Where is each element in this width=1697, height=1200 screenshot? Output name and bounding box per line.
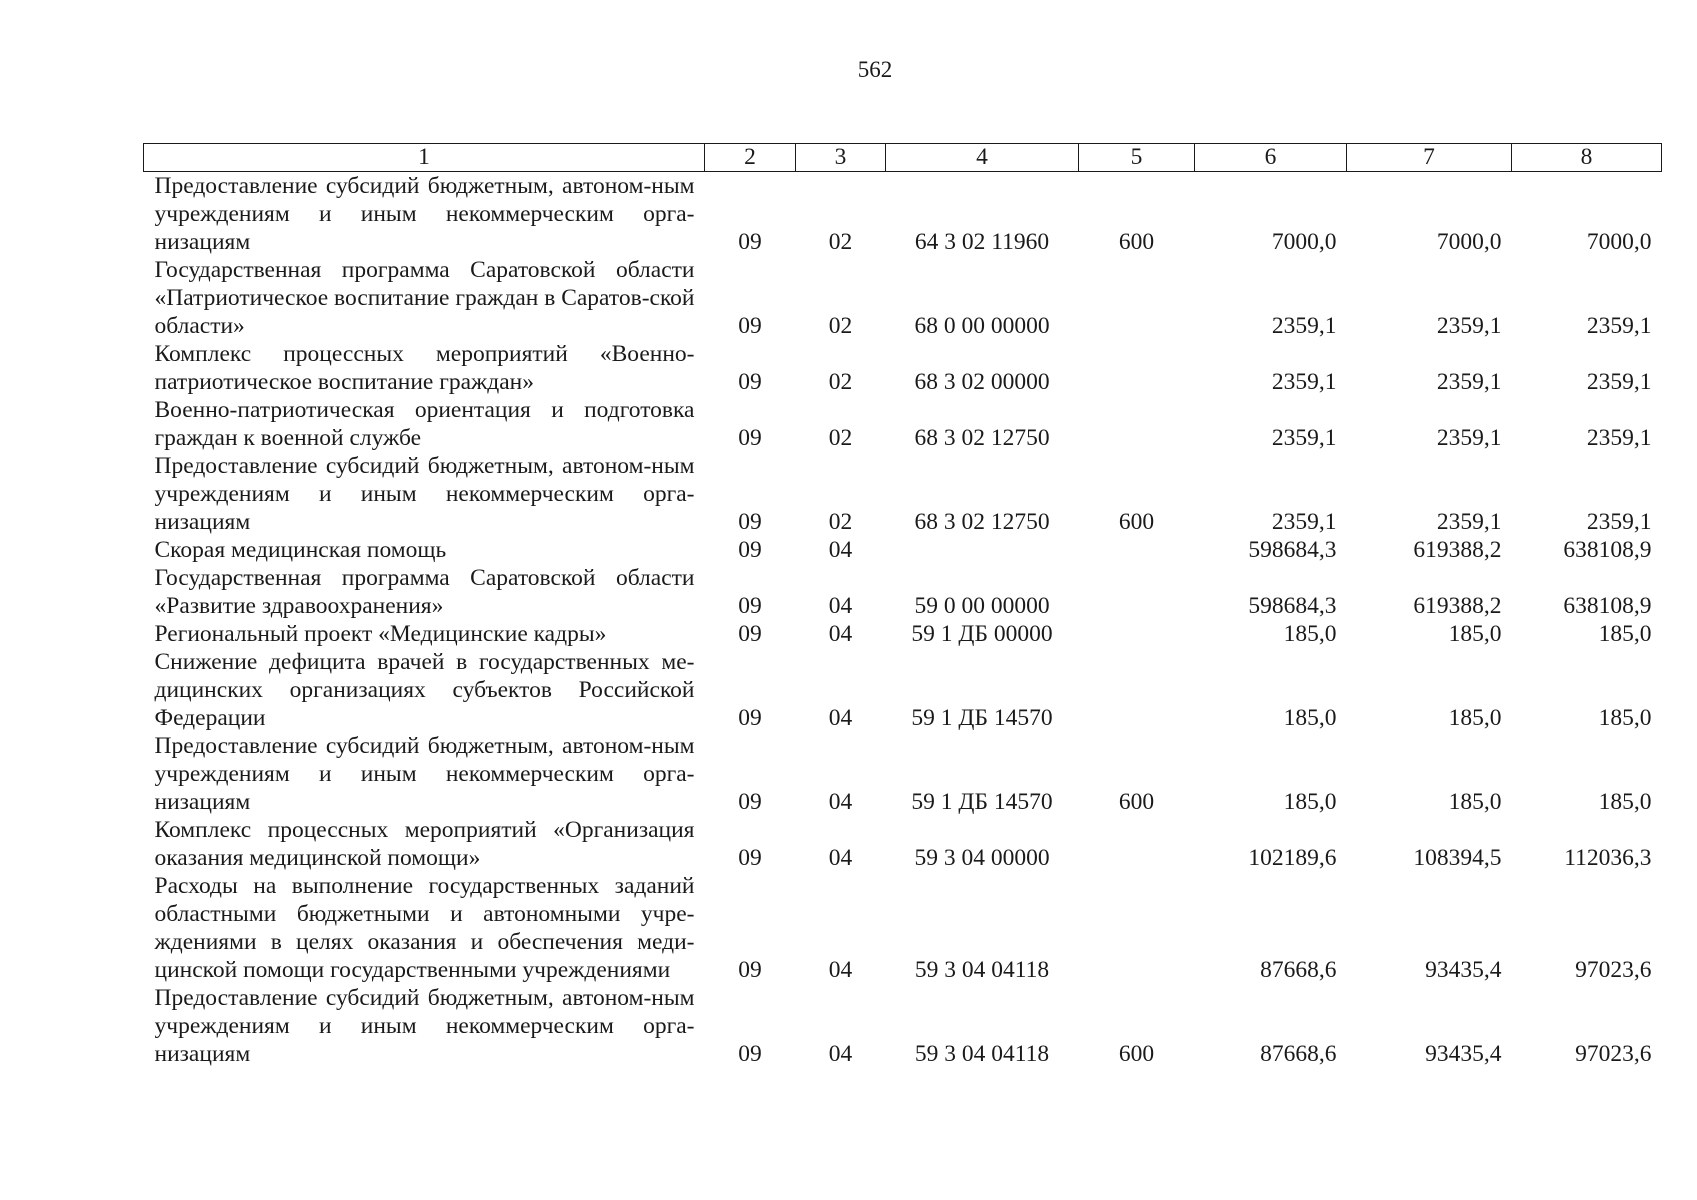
- page-number: 562: [857, 57, 893, 82]
- item-name: Предоставление субсидий бюджетным, автоном-ным учреждениям и иным некоммерческим орга-низациям: [154, 173, 695, 255]
- amount-col-6: 2359,1: [1271, 425, 1337, 451]
- table-row: [144, 564, 1662, 620]
- section-code: 09: [738, 705, 762, 731]
- expense-type-code: [1079, 396, 1195, 452]
- amount-col-6: 185,0: [1283, 705, 1337, 731]
- item-name: Предоставление субсидий бюджетным, автоном-ным учреждениям и иным некоммерческим орга-низациям: [154, 453, 695, 535]
- amount-col-6: 598684,3: [1248, 593, 1337, 619]
- subsection-code: 04: [828, 1041, 853, 1067]
- table-row: [144, 536, 1662, 564]
- subsection-code: 04: [828, 845, 853, 871]
- item-name: Комплекс процессных мероприятий «Организация оказания медицинской помощи»: [154, 817, 695, 871]
- amount-col-8: 185,0: [1598, 621, 1652, 647]
- table-row: [144, 452, 1662, 536]
- header-row: [144, 144, 1662, 172]
- subsection-code: 04: [828, 957, 853, 983]
- amount-col-7: 185,0: [1448, 621, 1502, 647]
- target-article-code: [886, 536, 1079, 564]
- target-article-code: 59 1 ДБ 14570: [911, 705, 1053, 731]
- amount-col-8: 112036,3: [1564, 845, 1652, 871]
- amount-col-8: 2359,1: [1586, 369, 1652, 395]
- amount-col-8: 638108,9: [1563, 537, 1652, 563]
- table-body: [144, 172, 1662, 1069]
- table-row: [144, 732, 1662, 816]
- expense-type-code: [1079, 620, 1195, 648]
- amount-col-6: 2359,1: [1271, 369, 1337, 395]
- amount-col-7: 185,0: [1448, 789, 1502, 815]
- item-name: Государственная программа Саратовской области «Патриотическое воспитание граждан в Саратов-ской области»: [154, 257, 695, 339]
- amount-col-6: 7000,0: [1271, 229, 1337, 255]
- subsection-code: 04: [828, 621, 853, 647]
- subsection-code: 02: [828, 229, 853, 255]
- target-article-code: 68 0 00 00000: [914, 313, 1050, 339]
- subsection-code: 04: [828, 705, 853, 731]
- expense-type-code: [1079, 564, 1195, 620]
- section-code: 09: [738, 509, 762, 535]
- expense-type-code: [1079, 816, 1195, 872]
- item-name: Расходы на выполнение государственных заданий областными бюджетными и автономными учре-ждениями в целях оказания и обеспечения меди-цинской помощи государственными учреждениями: [154, 873, 695, 983]
- item-name: Военно-патриотическая ориентация и подготовка граждан к военной службе: [154, 397, 695, 451]
- table-row: [144, 620, 1662, 648]
- item-name: Скорая медицинская помощь: [154, 537, 447, 563]
- header-cell: 7: [1347, 144, 1512, 172]
- header-cell: 2: [705, 144, 796, 172]
- expense-type-code: [1079, 340, 1195, 396]
- header-cell: 5: [1079, 144, 1195, 172]
- amount-col-7: 2359,1: [1436, 509, 1502, 535]
- header-cell: 6: [1195, 144, 1347, 172]
- item-name: Региональный проект «Медицинские кадры»: [154, 621, 607, 647]
- header-cell: 3: [796, 144, 886, 172]
- subsection-code: 04: [828, 537, 853, 563]
- amount-col-8: 97023,6: [1575, 1041, 1652, 1067]
- amount-col-8: 2359,1: [1586, 509, 1652, 535]
- expense-type-code: 600: [1118, 229, 1155, 255]
- amount-col-7: 2359,1: [1436, 369, 1502, 395]
- header-cell: 4: [886, 144, 1079, 172]
- amount-col-7: 2359,1: [1436, 313, 1502, 339]
- amount-col-7: 93435,4: [1425, 957, 1502, 983]
- item-name: Государственная программа Саратовской области «Развитие здравоохранения»: [154, 565, 695, 619]
- section-code: 09: [738, 593, 762, 619]
- expense-type-code: 600: [1118, 1041, 1155, 1067]
- section-code: 09: [738, 313, 762, 339]
- item-name: Предоставление субсидий бюджетным, автоном-ным учреждениям и иным некоммерческим орга-низациям: [154, 733, 695, 815]
- header-cell: 1: [144, 144, 705, 172]
- amount-col-8: 638108,9: [1563, 593, 1652, 619]
- amount-col-7: 2359,1: [1436, 425, 1502, 451]
- subsection-code: 02: [828, 313, 853, 339]
- section-code: 09: [738, 789, 762, 815]
- target-article-code: 64 3 02 11960: [914, 229, 1050, 255]
- subsection-code: 02: [828, 509, 853, 535]
- amount-col-7: 108394,5: [1413, 845, 1502, 871]
- subsection-code: 02: [828, 425, 853, 451]
- amount-col-8: 2359,1: [1586, 313, 1652, 339]
- table-row: [144, 172, 1662, 257]
- target-article-code: 59 3 04 04118: [914, 957, 1050, 983]
- amount-col-6: 598684,3: [1248, 537, 1337, 563]
- header-cell: 8: [1512, 144, 1662, 172]
- amount-col-6: 87668,6: [1260, 957, 1337, 983]
- expense-type-code: [1079, 536, 1195, 564]
- table-row: [144, 340, 1662, 396]
- section-code: 09: [738, 1041, 762, 1067]
- amount-col-8: 2359,1: [1586, 425, 1652, 451]
- table-row: [144, 396, 1662, 452]
- target-article-code: 59 1 ДБ 00000: [911, 621, 1053, 647]
- table-row: [144, 648, 1662, 732]
- amount-col-7: 7000,0: [1436, 229, 1502, 255]
- table-row: [144, 816, 1662, 872]
- expense-type-code: [1079, 256, 1195, 340]
- item-name: Предоставление субсидий бюджетным, автоном-ным учреждениям и иным некоммерческим орга-низациям: [154, 985, 695, 1067]
- target-article-code: 68 3 02 00000: [914, 369, 1050, 395]
- amount-col-6: 185,0: [1283, 789, 1337, 815]
- expense-type-code: [1079, 872, 1195, 984]
- budget-table: [143, 143, 1662, 1068]
- subsection-code: 04: [828, 593, 853, 619]
- amount-col-6: 87668,6: [1260, 1041, 1337, 1067]
- item-name: Снижение дефицита врачей в государственных ме-дицинских организациях субъектов Российской Федерации: [154, 649, 695, 731]
- target-article-code: 68 3 02 12750: [914, 509, 1050, 535]
- amount-col-6: 185,0: [1283, 621, 1337, 647]
- amount-col-8: 97023,6: [1575, 957, 1652, 983]
- amount-col-6: 2359,1: [1271, 509, 1337, 535]
- amount-col-8: 185,0: [1598, 705, 1652, 731]
- subsection-code: 02: [828, 369, 853, 395]
- expense-type-code: 600: [1118, 789, 1155, 815]
- table-row: [144, 872, 1662, 984]
- amount-col-8: 7000,0: [1586, 229, 1652, 255]
- subsection-code: 04: [828, 789, 853, 815]
- section-code: 09: [738, 845, 762, 871]
- amount-col-7: 185,0: [1448, 705, 1502, 731]
- section-code: 09: [738, 425, 762, 451]
- amount-col-6: 102189,6: [1248, 845, 1337, 871]
- section-code: 09: [738, 537, 762, 563]
- target-article-code: 59 3 04 04118: [914, 1041, 1050, 1067]
- amount-col-7: 93435,4: [1425, 1041, 1502, 1067]
- section-code: 09: [738, 229, 762, 255]
- amount-col-7: 619388,2: [1413, 593, 1502, 619]
- amount-col-8: 185,0: [1598, 789, 1652, 815]
- target-article-code: 59 3 04 00000: [914, 845, 1050, 871]
- amount-col-6: 2359,1: [1271, 313, 1337, 339]
- section-code: 09: [738, 621, 762, 647]
- target-article-code: 59 1 ДБ 14570: [911, 789, 1053, 815]
- expense-type-code: [1079, 648, 1195, 732]
- section-code: 09: [738, 957, 762, 983]
- target-article-code: 68 3 02 12750: [914, 425, 1050, 451]
- section-code: 09: [738, 369, 762, 395]
- target-article-code: 59 0 00 00000: [914, 593, 1050, 619]
- table-row: [144, 984, 1662, 1068]
- amount-col-7: 619388,2: [1413, 537, 1502, 563]
- item-name: Комплекс процессных мероприятий «Военно-патриотическое воспитание граждан»: [154, 341, 695, 395]
- table-row: [144, 256, 1662, 340]
- expense-type-code: 600: [1118, 509, 1155, 535]
- table-header: [144, 144, 1662, 172]
